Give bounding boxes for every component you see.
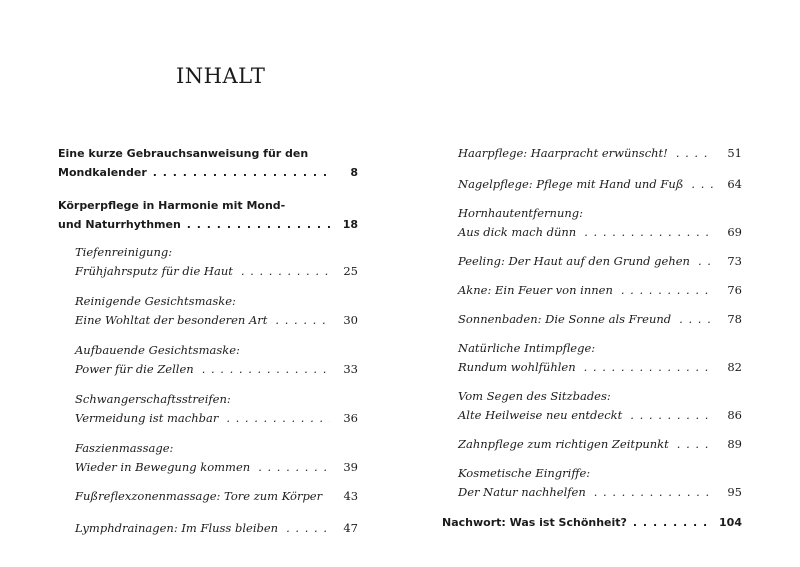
- entry-page-number: 39: [343, 460, 358, 474]
- entry-title-line2: Rundum wohlfühlen: [458, 360, 576, 374]
- leader-dots: [621, 281, 714, 300]
- entry-title-line2: Frühjahrsputz für die Haut: [75, 264, 233, 278]
- page-title: INHALT: [176, 64, 266, 88]
- entry-page-number: 69: [727, 225, 742, 239]
- entry-title-line2: Vermeidung ist machbar: [75, 411, 219, 425]
- toc-entry[interactable]: [75, 439, 358, 477]
- entry-title-line2: und Naturrhythmen: [58, 218, 181, 231]
- entry-page-number: 47: [343, 521, 358, 535]
- entry-page-number: 78: [727, 312, 742, 326]
- entry-page-number: 25: [343, 264, 358, 278]
- leader-dots: [226, 409, 330, 428]
- entry-page-number: 18: [342, 218, 358, 231]
- entry-page-number: 43: [343, 489, 359, 503]
- entry-title: Haarpflege: Haarpracht erwünscht!: [458, 146, 668, 160]
- toc-entry[interactable]: [75, 292, 358, 330]
- entry-title: Zahnpflege zum richtigen Zeitpunkt: [458, 437, 669, 451]
- toc-entry[interactable]: [458, 435, 742, 454]
- toc-entry[interactable]: [458, 204, 742, 242]
- entry-title-line1: Körperpflege in Harmonie mit Mond-: [58, 199, 286, 212]
- entry-title-line1: Natürliche Intimpflege:: [458, 341, 596, 355]
- leader-dots: [286, 519, 330, 538]
- entry-title-line1: Eine kurze Gebrauchsanweisung für den: [58, 147, 309, 160]
- toc-entry[interactable]: [458, 310, 742, 329]
- leader-dots: [584, 358, 714, 377]
- toc-entry[interactable]: [75, 243, 358, 281]
- toc-entry[interactable]: [442, 513, 742, 532]
- leader-dots: [679, 310, 714, 329]
- leader-dots: [202, 360, 330, 379]
- leader-dots: [630, 406, 714, 425]
- toc-entry[interactable]: [58, 196, 358, 234]
- entry-page-number: 51: [727, 146, 742, 160]
- entry-title-line1: Vom Segen des Sitzbades:: [458, 389, 611, 403]
- leader-dots: [584, 223, 714, 242]
- entry-title: Nagelpflege: Pflege mit Hand und Fuß: [458, 177, 684, 191]
- toc-column-right: [442, 144, 742, 532]
- entry-title: Lymphdrainagen: Im Fluss bleiben: [75, 521, 279, 535]
- toc-entry[interactable]: [458, 464, 742, 502]
- entry-page-number: 30: [343, 313, 358, 327]
- entry-title: Fußreflexzonenmassage: Tore zum Körper: [75, 489, 323, 503]
- toc-entry[interactable]: [458, 144, 742, 163]
- toc-column-left: [58, 144, 358, 538]
- entry-title: Peeling: Der Haut auf den Grund gehen: [458, 254, 690, 268]
- toc-entry[interactable]: [58, 144, 358, 182]
- leader-dots: [258, 458, 330, 477]
- entry-page-number: 82: [727, 360, 742, 374]
- entry-title-line2: Wieder in Bewegung kommen: [75, 460, 251, 474]
- toc-entry[interactable]: [458, 252, 742, 271]
- entry-title-line2: Aus dick mach dünn: [458, 225, 577, 239]
- entry-title-line1: Faszienmassage:: [75, 441, 174, 455]
- leader-dots: [691, 175, 714, 194]
- toc-entry[interactable]: [458, 281, 742, 300]
- entry-title-line2: Eine Wohltat der besonderen Art: [75, 313, 268, 327]
- entry-page-number: 86: [727, 408, 742, 422]
- entry-page-number: 33: [343, 362, 358, 376]
- entry-title-line1: Tiefenreinigung:: [75, 245, 173, 259]
- entry-title-line1: Hornhautentfernung:: [458, 206, 583, 220]
- entry-title-line1: Kosmetische Eingriffe:: [458, 466, 591, 480]
- leader-dots: [153, 163, 330, 182]
- entry-page-number: 64: [727, 177, 742, 191]
- entry-title: Sonnenbaden: Die Sonne als Freund: [458, 312, 672, 326]
- entry-title-line2: Power für die Zellen: [75, 362, 194, 376]
- entry-page-number: 89: [727, 437, 742, 451]
- leader-dots: [676, 144, 714, 163]
- toc-entry[interactable]: [458, 387, 742, 425]
- toc-entry[interactable]: [458, 175, 742, 194]
- entry-title-line1: Reinigende Gesichtsmaske:: [75, 294, 236, 308]
- leader-dots: [187, 215, 330, 234]
- entry-title-line1: Schwangerschaftsstreifen:: [75, 392, 231, 406]
- entry-page-number: 104: [719, 516, 742, 529]
- entry-title-line1: Aufbauende Gesichtsmaske:: [75, 343, 240, 357]
- entry-page-number: 8: [350, 166, 358, 179]
- toc-entry[interactable]: [458, 339, 742, 377]
- leader-dots: [633, 513, 711, 532]
- toc-entry[interactable]: [75, 341, 358, 379]
- leader-dots: [677, 435, 714, 454]
- leader-dots: [241, 262, 330, 281]
- entry-title: Akne: Ein Feuer von innen: [458, 283, 613, 297]
- entry-page-number: 36: [343, 411, 358, 425]
- leader-dots: [275, 311, 330, 330]
- entry-title-line2: Mondkalender: [58, 166, 147, 179]
- entry-title-line2: Alte Heilweise neu entdeckt: [458, 408, 623, 422]
- entry-page-number: 76: [727, 283, 742, 297]
- toc-entry[interactable]: [75, 519, 358, 538]
- toc-entry[interactable]: [75, 390, 358, 428]
- entry-page-number: 73: [727, 254, 742, 268]
- leader-dots: [698, 252, 714, 271]
- entry-title: Nachwort: Was ist Schönheit?: [442, 516, 627, 529]
- toc-entry[interactable]: [75, 487, 358, 506]
- leader-dots: [594, 483, 714, 502]
- entry-title-line2: Der Natur nachhelfen: [458, 485, 586, 499]
- entry-page-number: 95: [727, 485, 742, 499]
